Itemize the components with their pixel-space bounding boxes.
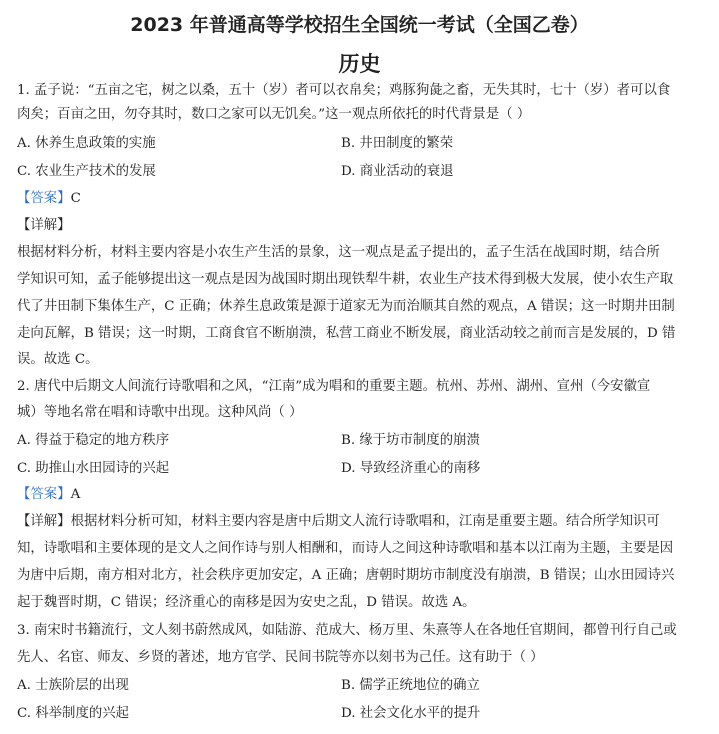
exam-title: 2023 年普通高等学校招生全国统一考试（全国乙卷）: [130, 14, 589, 36]
q2-answer: A: [70, 487, 81, 502]
q2-explain-line-4: 起于魏晋时期，C 错误；经济重心的南移是因为安史之乱，D 错误。故选 A。: [17, 595, 476, 610]
q1-explain-line-5: 误。故选 C。: [17, 352, 99, 367]
q1-explain-line-3: 代了井田制下集体生产，C 正确；休养生息政策是源于道家无为而治顺其自然的观点，A 错误；这一时期井田制: [17, 299, 675, 314]
q3-stem-line-2: 先人、名宦、师友、乡贤的著述，地方官学、民间书院等亦以刻书为己任。这有助于（ ）: [17, 650, 544, 665]
q2-stem-line-2: 城）等地名常在唱和诗歌中出现。这种风尚（ ）: [17, 405, 303, 420]
q1-answer-line: [17, 190, 707, 208]
q2-explain-line-2: 知，诗歌唱和主要体现的是文人之间作诗与别人相酬和，而诗人之间这种诗歌唱和基本以江南为主题，主要是因: [17, 541, 674, 556]
q1-option-d: D. 商业活动的衰退: [341, 164, 454, 179]
q2-explain-first: 根据材料分析可知，材料主要内容是唐中后期文人流行诗歌唱和，江南是重要主题。结合所学知识可: [70, 514, 660, 529]
q1-option-c: C. 农业生产技术的发展: [17, 164, 156, 179]
q3-option-d: D. 社会文化水平的提升: [341, 706, 481, 721]
q1-option-b: B. 井田制度的繁荣: [341, 136, 454, 151]
q1-answer: C: [70, 191, 81, 206]
subject-title: 历史: [338, 52, 381, 76]
q2-option-b: B. 缘于坊市制度的崩溃: [341, 433, 480, 448]
q1-stem-line-1: 1. 孟子说：“五亩之宅，树之以桑，五十（岁）者可以衣帛矣；鸡豚狗彘之畜，无失其时，七十（岁）者可以食: [17, 83, 671, 98]
q1-option-a: A. 休养生息政策的实施: [17, 136, 156, 151]
explain-label: 【详解】: [17, 514, 71, 529]
q2-explain-line-3: 为唐中后期，南方相对北方，社会秩序更加安定，A 正确；唐朝时期坊市制度没有崩溃，B 错误；山水田园诗兴: [17, 568, 675, 583]
q2-option-c: C. 助推山水田园诗的兴起: [17, 461, 170, 476]
q1-explain-line-1: 根据材料分析，材料主要内容是小农生产生活的景象，这一观点是孟子提出的，孟子生活在战国时期，结合所: [17, 245, 660, 260]
q3-stem-line-1: 3. 南宋时书籍流行，文人刻书蔚然成风，如陆游、范成大、杨万里、朱熹等人在各地任官期间，都曾刊行自己或: [17, 623, 677, 638]
q1-explain-label: 【详解】: [17, 218, 71, 233]
q3-option-b: B. 儒学正统地位的确立: [341, 678, 480, 693]
answer-label: 【答案】: [17, 191, 71, 206]
q2-stem-line-1: 2. 唐代中后期文人间流行诗歌唱和之风，“江南”成为唱和的重要主题。杭州、苏州、湖州、宣州（今安徽宣: [17, 379, 651, 394]
q2-answer-line: [17, 486, 707, 504]
q2-option-d: D. 导致经济重心的南移: [341, 461, 481, 476]
answer-label: 【答案】: [17, 487, 71, 502]
q2-explain-line-1: [17, 513, 707, 531]
q3-option-a: A. 士族阶层的出现: [17, 678, 129, 693]
q1-explain-line-2: 学知识可知，孟子能够提出这一观点是因为战国时期出现铁犁牛耕，农业生产技术得到极大发展，使小农生产取: [17, 272, 674, 287]
q1-stem-line-2: 肉矣；百亩之田，勿夺其时，数口之家可以无饥矣。”这一观点所依托的时代背景是（ ）: [17, 107, 531, 122]
q2-option-a: A. 得益于稳定的地方秩序: [17, 433, 170, 448]
q1-explain-line-4: 走向瓦解，B 错误；这一时期，工商食官不断崩溃，私营工商业不断发展，商业活动较之前而言是发展的，D 错: [17, 326, 676, 341]
q3-option-c: C. 科举制度的兴起: [17, 706, 130, 721]
